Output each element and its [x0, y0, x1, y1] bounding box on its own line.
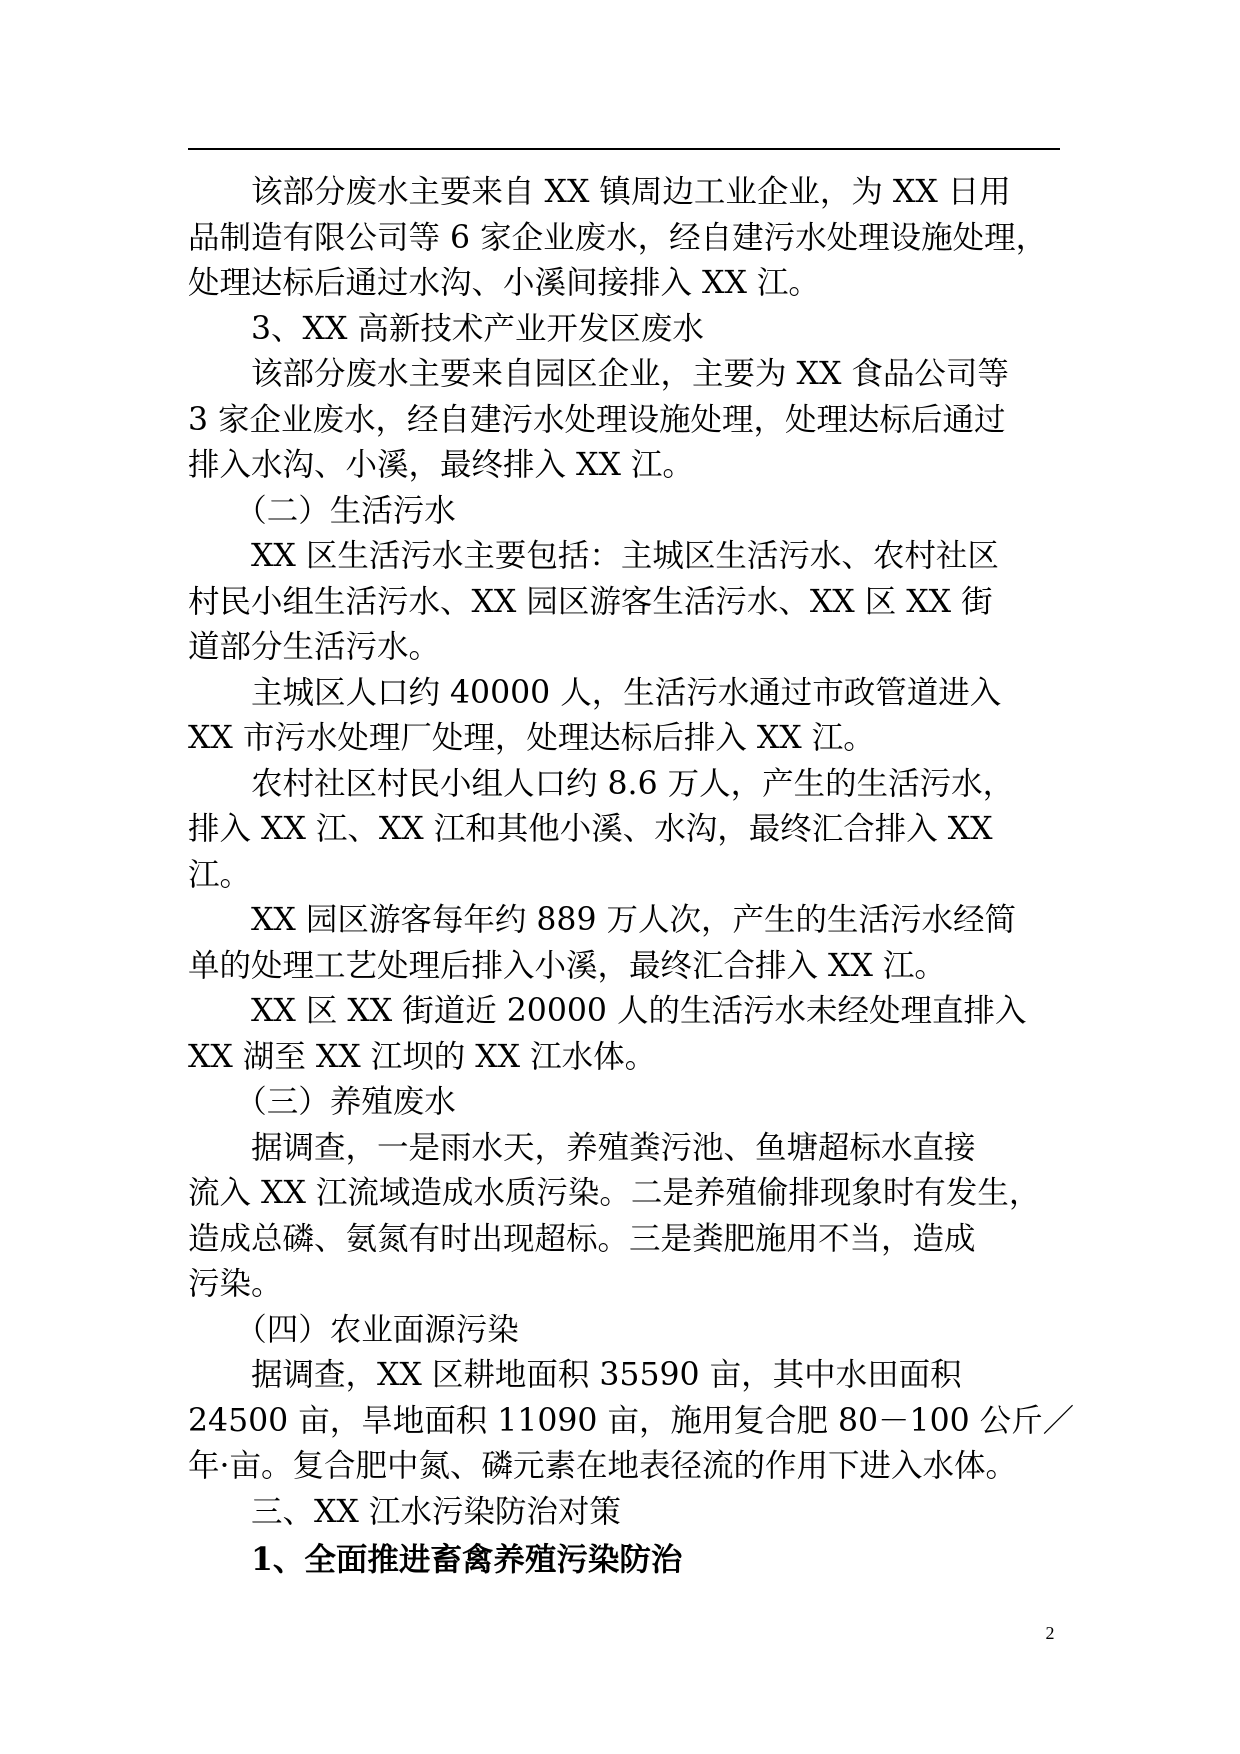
paragraph-street-residents [188, 989, 1088, 1080]
text-line: 排入水沟、小溪，最终排入 XX 江。 [188, 447, 694, 483]
text-line: 1、全面推进畜禽养殖污染防治 [188, 1541, 683, 1578]
text-line: 处理达标后通过水沟、小溪间接排入 XX 江。 [188, 265, 820, 301]
text-line: （四）农业面源污染 [188, 1311, 519, 1348]
paragraph-aquaculture [188, 1126, 1088, 1308]
subheading-hi-tech-zone [188, 307, 1088, 353]
paragraph-agriculture [188, 1353, 1088, 1490]
text-line: （二）生活污水 [188, 492, 456, 529]
paragraph-industrial-town [188, 170, 1088, 307]
subheading-livestock-pollution [188, 1537, 1088, 1583]
document-body [188, 170, 1088, 1583]
text-line: 农村社区村民小组人口约 8.6 万人，产生的生活污水， [188, 765, 1015, 802]
page-number: 2 [1045, 1623, 1055, 1643]
paragraph-park-visitors [188, 898, 1088, 989]
text-line: 流入 XX 江流域造成水质污染。二是养殖偷排现象时有发生， [188, 1175, 1041, 1211]
text-line: 年·亩。复合肥中氮、磷元素在地表径流的作用下进入水体。 [188, 1448, 1018, 1484]
text-line: 排入 XX 江、XX 江和其他小溪、水沟，最终汇合排入 XX [188, 811, 993, 847]
text-line: XX 湖至 XX 江坝的 XX 江水体。 [188, 1038, 657, 1075]
text-line: 村民小组生活污水、XX 园区游客生活污水、XX 区 XX 街 [188, 583, 993, 620]
header-rule [188, 148, 1060, 150]
text-line: XX 园区游客每年约 889 万人次，产生的生活污水经简 [188, 902, 1017, 938]
text-line: （三）养殖废水 [188, 1084, 456, 1120]
text-line: 污染。 [188, 1266, 283, 1302]
text-line: 该部分废水主要来自 XX 镇周边工业企业，为 XX 日用 [188, 174, 1011, 210]
text-line: XX 市污水处理厂处理，处理达标后排入 XX 江。 [188, 720, 875, 756]
text-line: 据调查，XX 区耕地面积 35590 亩，其中水田面积 [188, 1357, 962, 1393]
section-heading-countermeasures [188, 1490, 1088, 1536]
text-line: 24500 亩，旱地面积 11090 亩，施用复合肥 80－100 公斤／ [188, 1402, 1075, 1439]
text-line: 3、XX 高新技术产业开发区废水 [188, 310, 704, 347]
paragraph-hi-tech-zone [188, 352, 1088, 489]
text-line: 该部分废水主要来自园区企业，主要为 XX 食品公司等 [188, 356, 1009, 392]
text-line: 道部分生活污水。 [188, 629, 441, 665]
text-line: 三、XX 江水污染防治对策 [188, 1493, 621, 1530]
text-line: 主城区人口约 40000 人，生活污水通过市政管道进入 [188, 674, 1002, 711]
text-line: 江。 [188, 856, 252, 893]
section-heading-agriculture [188, 1308, 1088, 1354]
text-line: 品制造有限公司等 6 家企业废水，经自建污水处理设施处理， [188, 219, 1048, 256]
paragraph-rural-community [188, 762, 1088, 899]
paragraph-main-urban [188, 671, 1088, 762]
text-line: 单的处理工艺处理后排入小溪，最终汇合排入 XX 江。 [188, 947, 946, 984]
section-heading-aquaculture [188, 1080, 1088, 1126]
section-heading-domestic-sewage [188, 489, 1088, 535]
text-line: XX 区 XX 街道近 20000 人的生活污水未经处理直排入 [188, 993, 1027, 1029]
text-line: 据调查，一是雨水天，养殖粪污池、鱼塘超标水直接 [188, 1129, 976, 1166]
text-line: 3 家企业废水，经自建污水处理设施处理，处理达标后通过 [188, 401, 1006, 438]
paragraph-domestic-overview [188, 534, 1088, 671]
text-line: XX 区生活污水主要包括：主城区生活污水、农村社区 [188, 538, 999, 574]
text-line: 造成总磷、氨氮有时出现超标。三是粪肥施用不当，造成 [188, 1220, 976, 1257]
